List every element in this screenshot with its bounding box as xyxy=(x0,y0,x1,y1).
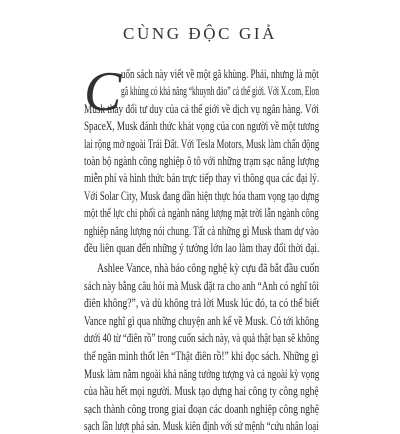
paragraph-line: sách này bằng câu hỏi mà Musk đặt ra cho anh “Anh có nghĩ tôi xyxy=(84,278,319,293)
paragraph-line: SpaceX, Musk đánh thức khát vọng của con người về một tương xyxy=(84,119,320,134)
paragraph-line: nghiệp năng lượng nói chung. Tất cả những gì Musk tham dự vào xyxy=(84,223,319,238)
paragraph-line: dưới 40 từ “điên rồ” trong cuốn sách này, và quả thật bạn sẽ không xyxy=(84,331,320,346)
paragraph-line: miễn phí và hình thức bán trực tiếp thay vì thông qua các đại lý. xyxy=(84,171,320,186)
chapter-heading: CÙNG ĐỘC GIẢ xyxy=(123,24,277,43)
paragraph-line: Với Solar City, Musk đang dần hiện thực hóa tham vọng tạo dựng xyxy=(84,188,320,203)
paragraph-line: uốn sách này viết về một gã khùng. Phải, nhưng là một xyxy=(121,67,319,81)
paragraph-line: điên không?”, và dù không trả lời Musk lúc đó, ta có thể biết xyxy=(84,296,320,311)
paragraph-line: thể ngăn mình thốt lên “Thật điên rồ!” khi đọc sách. Những gì xyxy=(84,349,319,363)
paragraph-line: toàn bộ ngành công nghiệp ô tô với những trạm sạc năng lượng xyxy=(84,154,320,168)
drop-cap: C xyxy=(84,61,122,123)
paragraph-line: Musk thay đổi tư duy của cả thế giới về dịch vụ ngân hàng. Với xyxy=(84,101,319,116)
paragraph-line: của hầu hết mọi người. Musk tạo dựng hai công ty công nghệ xyxy=(84,384,319,399)
paragraph-line: đều liên quan đến những ý tưởng lớn lao làm thay đổi thời đại. xyxy=(84,241,320,255)
paragraph-line: sạch thành công trong giai đoạn các doanh nghiệp công nghệ xyxy=(84,401,320,416)
paragraph-line: Vance nghĩ gì qua những chuyện anh kể về Musk. Có tới không xyxy=(84,313,319,328)
paragraph-line: lai rộng mở ngoài Trái Đất. Với Tesla Motors, Musk làm chấn động xyxy=(84,136,320,151)
paragraph-line: gã khùng có khả năng “khuynh đảo” cả thế giới. Với X.com, Elon xyxy=(121,84,320,99)
paragraph-line: Ashlee Vance, nhà báo công nghệ kỳ cựu đã bắt đầu cuốn xyxy=(97,261,320,275)
paragraph-line: Musk làm nằm ngoài khả năng tưởng tượng và cả ngoài kỳ vọng xyxy=(84,366,320,381)
paragraph-line: một thế lực chi phối cả ngành năng lượng mặt trời lẫn ngành công xyxy=(84,206,319,221)
paragraph-line: sạch lần lượt phá sản. Musk kiên định với sứ mệnh “cứu nhân loại xyxy=(84,419,319,434)
